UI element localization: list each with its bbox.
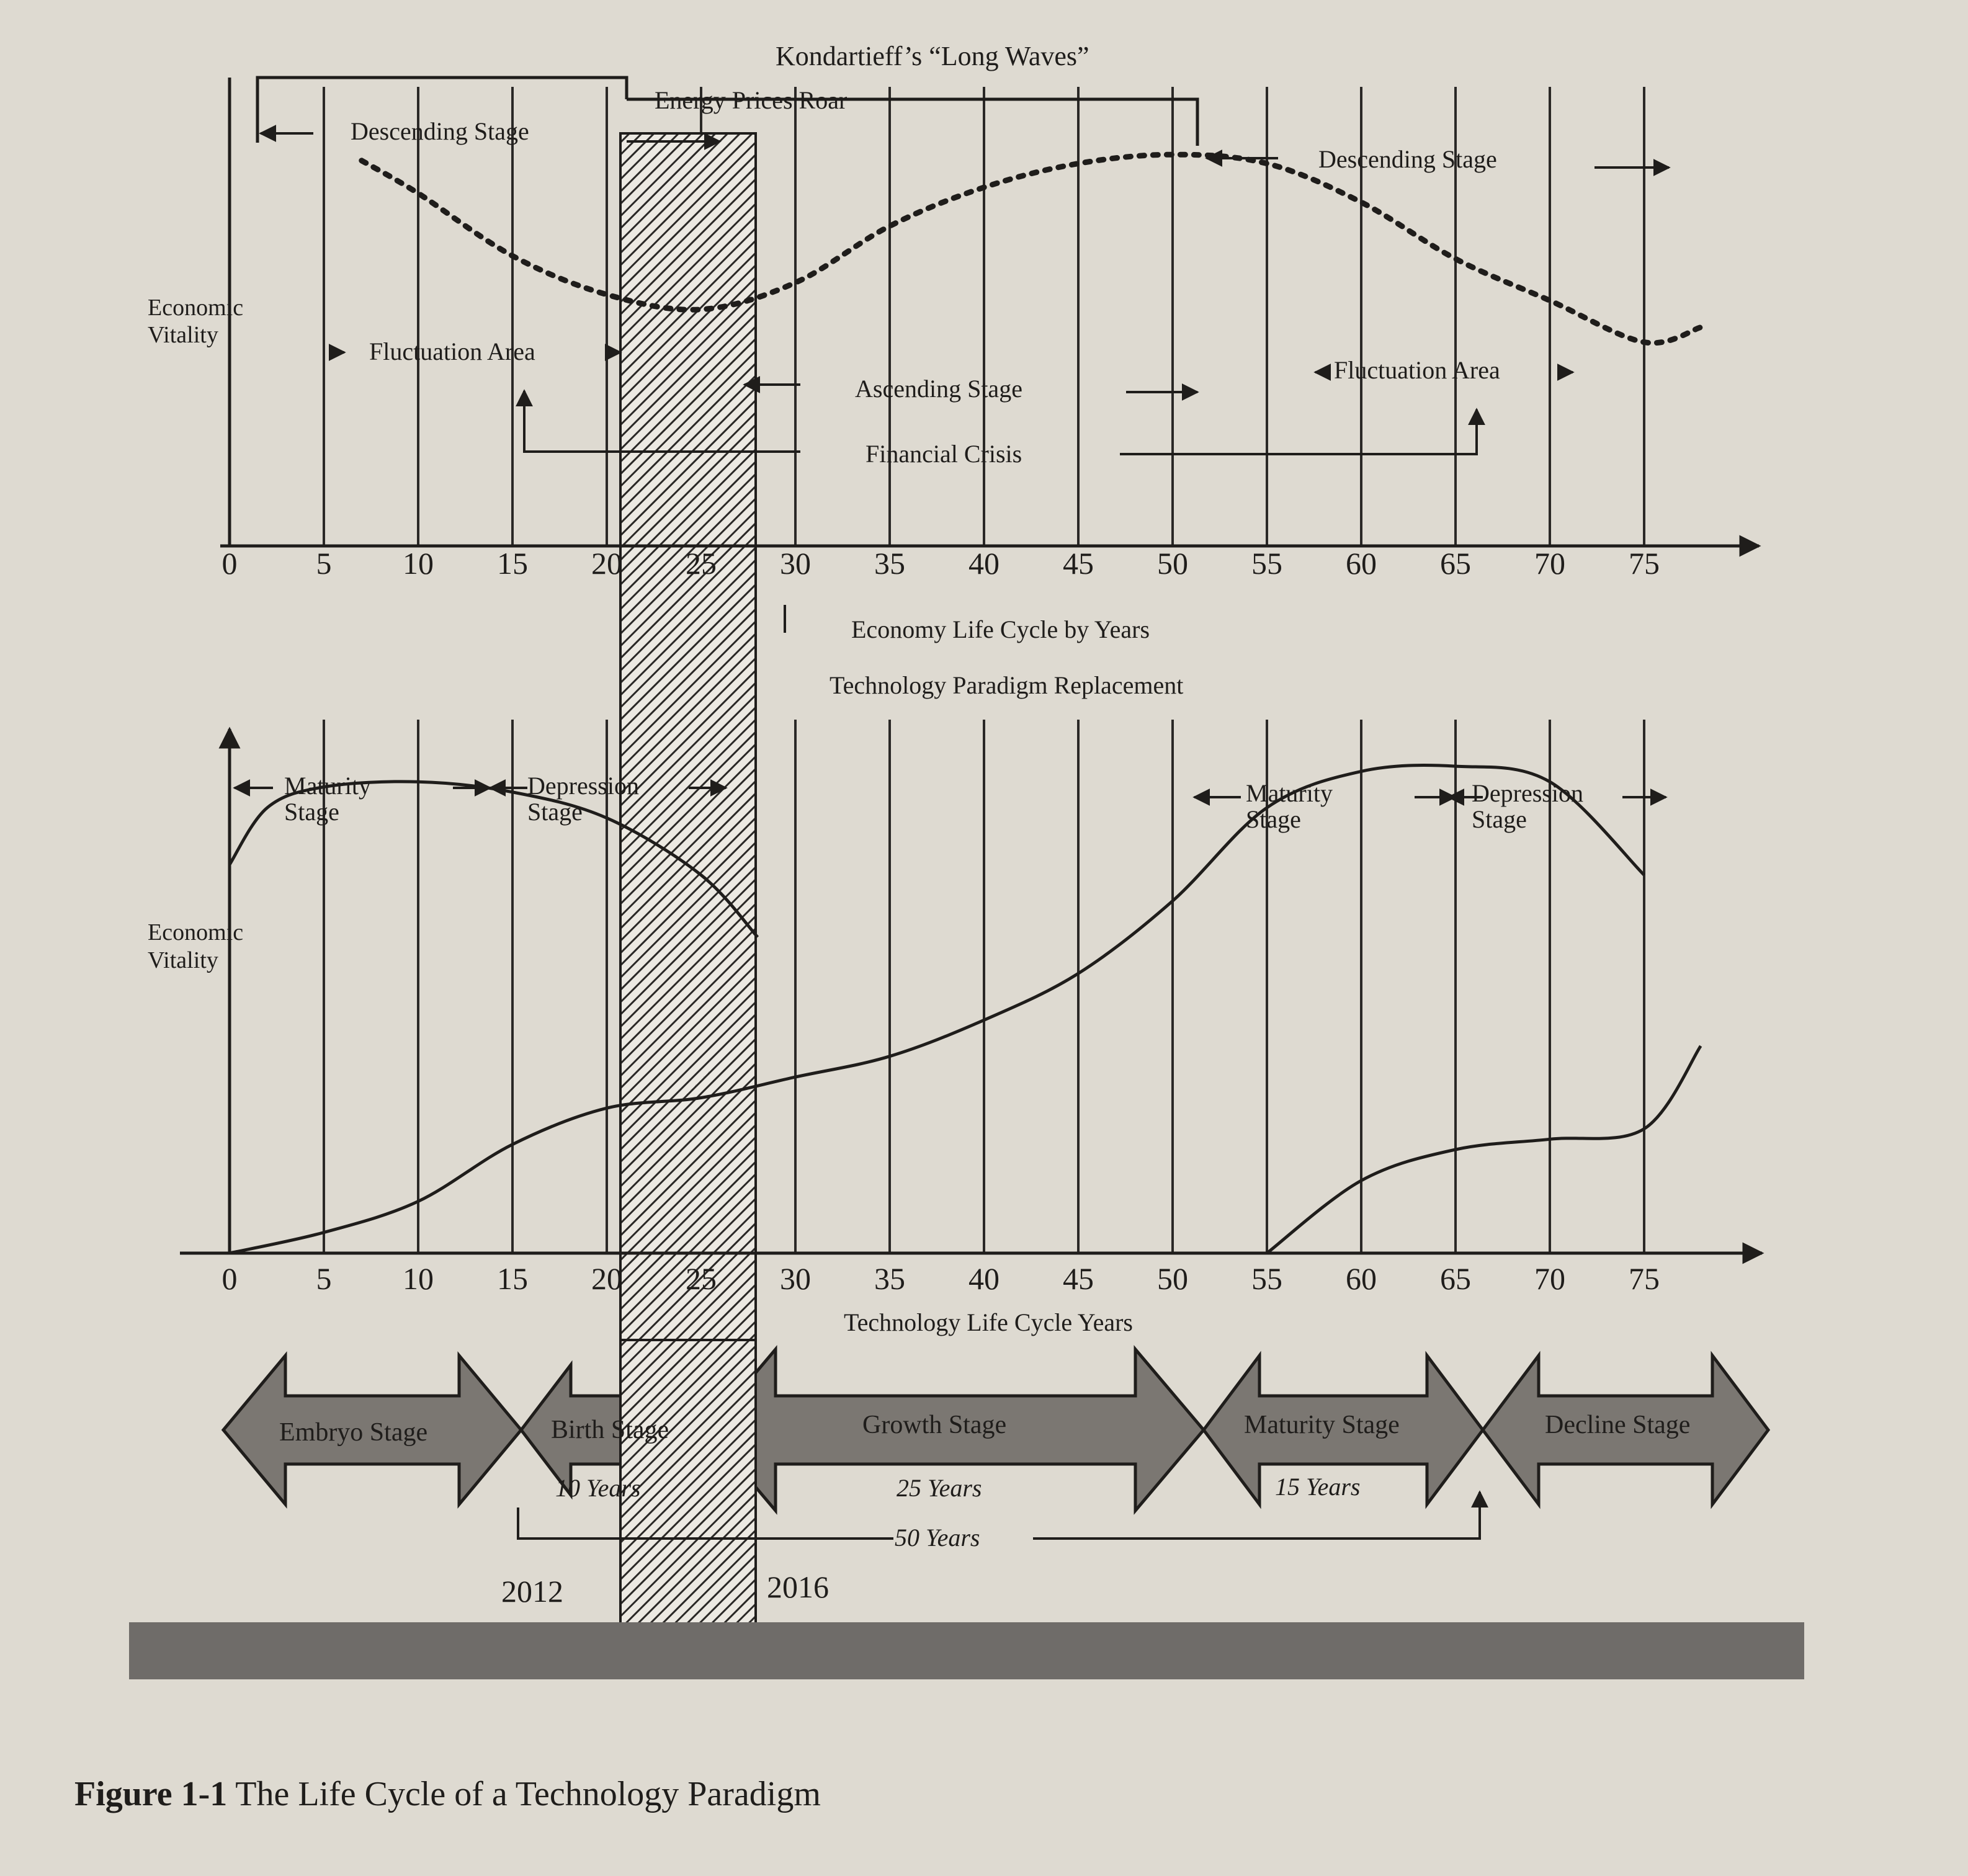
tick-label-65: 65 <box>1440 546 1471 581</box>
long-wave-dotted-curve <box>362 154 1701 343</box>
fluctuation-area-label-1: Fluctuation Area <box>369 337 535 365</box>
maturity-label-1a: Maturity <box>284 772 371 800</box>
paradigm-band-overlay <box>620 1340 756 1625</box>
tick-label-75: 75 <box>1629 546 1660 581</box>
paradigm-replacement-label: Technology Paradigm Replacement <box>830 671 1184 699</box>
maturity-label-2a: Maturity <box>1246 779 1333 807</box>
tick-label-0: 0 <box>221 1261 238 1296</box>
maturity-label-1b: Stage <box>284 798 339 826</box>
birth-years-label: 10 Years <box>555 1474 641 1502</box>
tick-label-40: 40 <box>968 546 1000 581</box>
tick-label-20: 20 <box>591 1261 622 1296</box>
bottom-tick-labels <box>222 1261 1660 1296</box>
depression-label-1a: Depression <box>527 772 639 800</box>
tick-label-60: 60 <box>1346 1261 1377 1296</box>
tick-label-55: 55 <box>1251 546 1282 581</box>
tick-label-35: 35 <box>874 1261 905 1296</box>
tick-label-35: 35 <box>874 546 905 581</box>
descending-stage-label-1: Descending Stage <box>351 117 529 145</box>
top-tick-labels <box>222 546 1660 581</box>
bottom-annotation-arrows <box>235 788 1666 797</box>
span-years-label: 50 Years <box>895 1524 980 1552</box>
top-axes <box>220 78 1759 546</box>
tick-label-75: 75 <box>1629 1261 1660 1296</box>
tick-label-70: 70 <box>1534 1261 1565 1296</box>
year-end-label: 2016 <box>767 1570 829 1604</box>
financial-crisis-label: Financial Crisis <box>865 440 1022 468</box>
tick-label-40: 40 <box>968 1261 1000 1296</box>
caption-title: The Life Cycle of a Technology Paradigm <box>235 1775 821 1813</box>
tick-label-10: 10 <box>403 1261 434 1296</box>
tick-label-50: 50 <box>1157 1261 1188 1296</box>
tick-label-30: 30 <box>780 1261 811 1296</box>
maturity-years-label: 15 Years <box>1275 1473 1361 1501</box>
decline-stage-label: Decline Stage <box>1545 1411 1691 1439</box>
tick-label-45: 45 <box>1063 546 1094 581</box>
top-x-axis-title: Economy Life Cycle by Years <box>851 615 1150 643</box>
birth-stage-label: Birth Stage <box>551 1416 669 1444</box>
tick-label-15: 15 <box>497 546 528 581</box>
tick-label-15: 15 <box>497 1261 528 1296</box>
tick-label-5: 5 <box>316 546 332 581</box>
bottom-gridlines <box>324 720 1644 1253</box>
figure-top-title: Kondartieff’s “Long Waves” <box>776 41 1089 71</box>
top-y-label-2: Vitality <box>148 322 218 348</box>
bottom-x-axis-title: Technology Life Cycle Years <box>844 1308 1133 1336</box>
tick-label-20: 20 <box>591 546 622 581</box>
tick-label-45: 45 <box>1063 1261 1094 1296</box>
tick-label-60: 60 <box>1346 546 1377 581</box>
figure-caption <box>74 1774 821 1814</box>
growth-years-label: 25 Years <box>897 1474 982 1502</box>
tick-label-5: 5 <box>316 1261 332 1296</box>
tick-label-30: 30 <box>780 546 811 581</box>
caption-label: Figure 1-1 <box>74 1775 228 1813</box>
tick-label-50: 50 <box>1157 546 1188 581</box>
growth-stage-label: Growth Stage <box>862 1411 1007 1439</box>
tick-label-10: 10 <box>403 546 434 581</box>
ascending-stage-label: Ascending Stage <box>855 375 1022 403</box>
depression-label-2a: Depression <box>1472 779 1583 807</box>
tick-label-65: 65 <box>1440 1261 1471 1296</box>
tick-label-25: 25 <box>686 546 717 581</box>
new-paradigm-curve <box>230 766 1644 1253</box>
fluctuation-area-label-2: Fluctuation Area <box>1334 356 1500 384</box>
tick-label-70: 70 <box>1534 546 1565 581</box>
maturity-stage-label: Maturity Stage <box>1244 1411 1400 1439</box>
depression-label-1b: Stage <box>527 798 583 826</box>
next-paradigm-curve <box>1267 1046 1701 1253</box>
bottom-y-label-2: Vitality <box>148 947 218 973</box>
base-bar <box>129 1622 1804 1679</box>
depression-label-2b: Stage <box>1472 805 1527 833</box>
energy-prices-label: Energy Prices Roar <box>655 86 848 114</box>
top-y-label-1: Economic <box>148 295 244 321</box>
maturity-label-2b: Stage <box>1246 805 1301 833</box>
descending-stage-label-2: Descending Stage <box>1318 145 1497 173</box>
tick-label-55: 55 <box>1251 1261 1282 1296</box>
tick-label-0: 0 <box>221 546 238 581</box>
bottom-y-label-1: Economic <box>148 919 244 945</box>
year-start-label: 2012 <box>501 1574 563 1609</box>
embryo-stage-label: Embryo Stage <box>279 1418 428 1447</box>
tick-label-25: 25 <box>686 1261 717 1296</box>
